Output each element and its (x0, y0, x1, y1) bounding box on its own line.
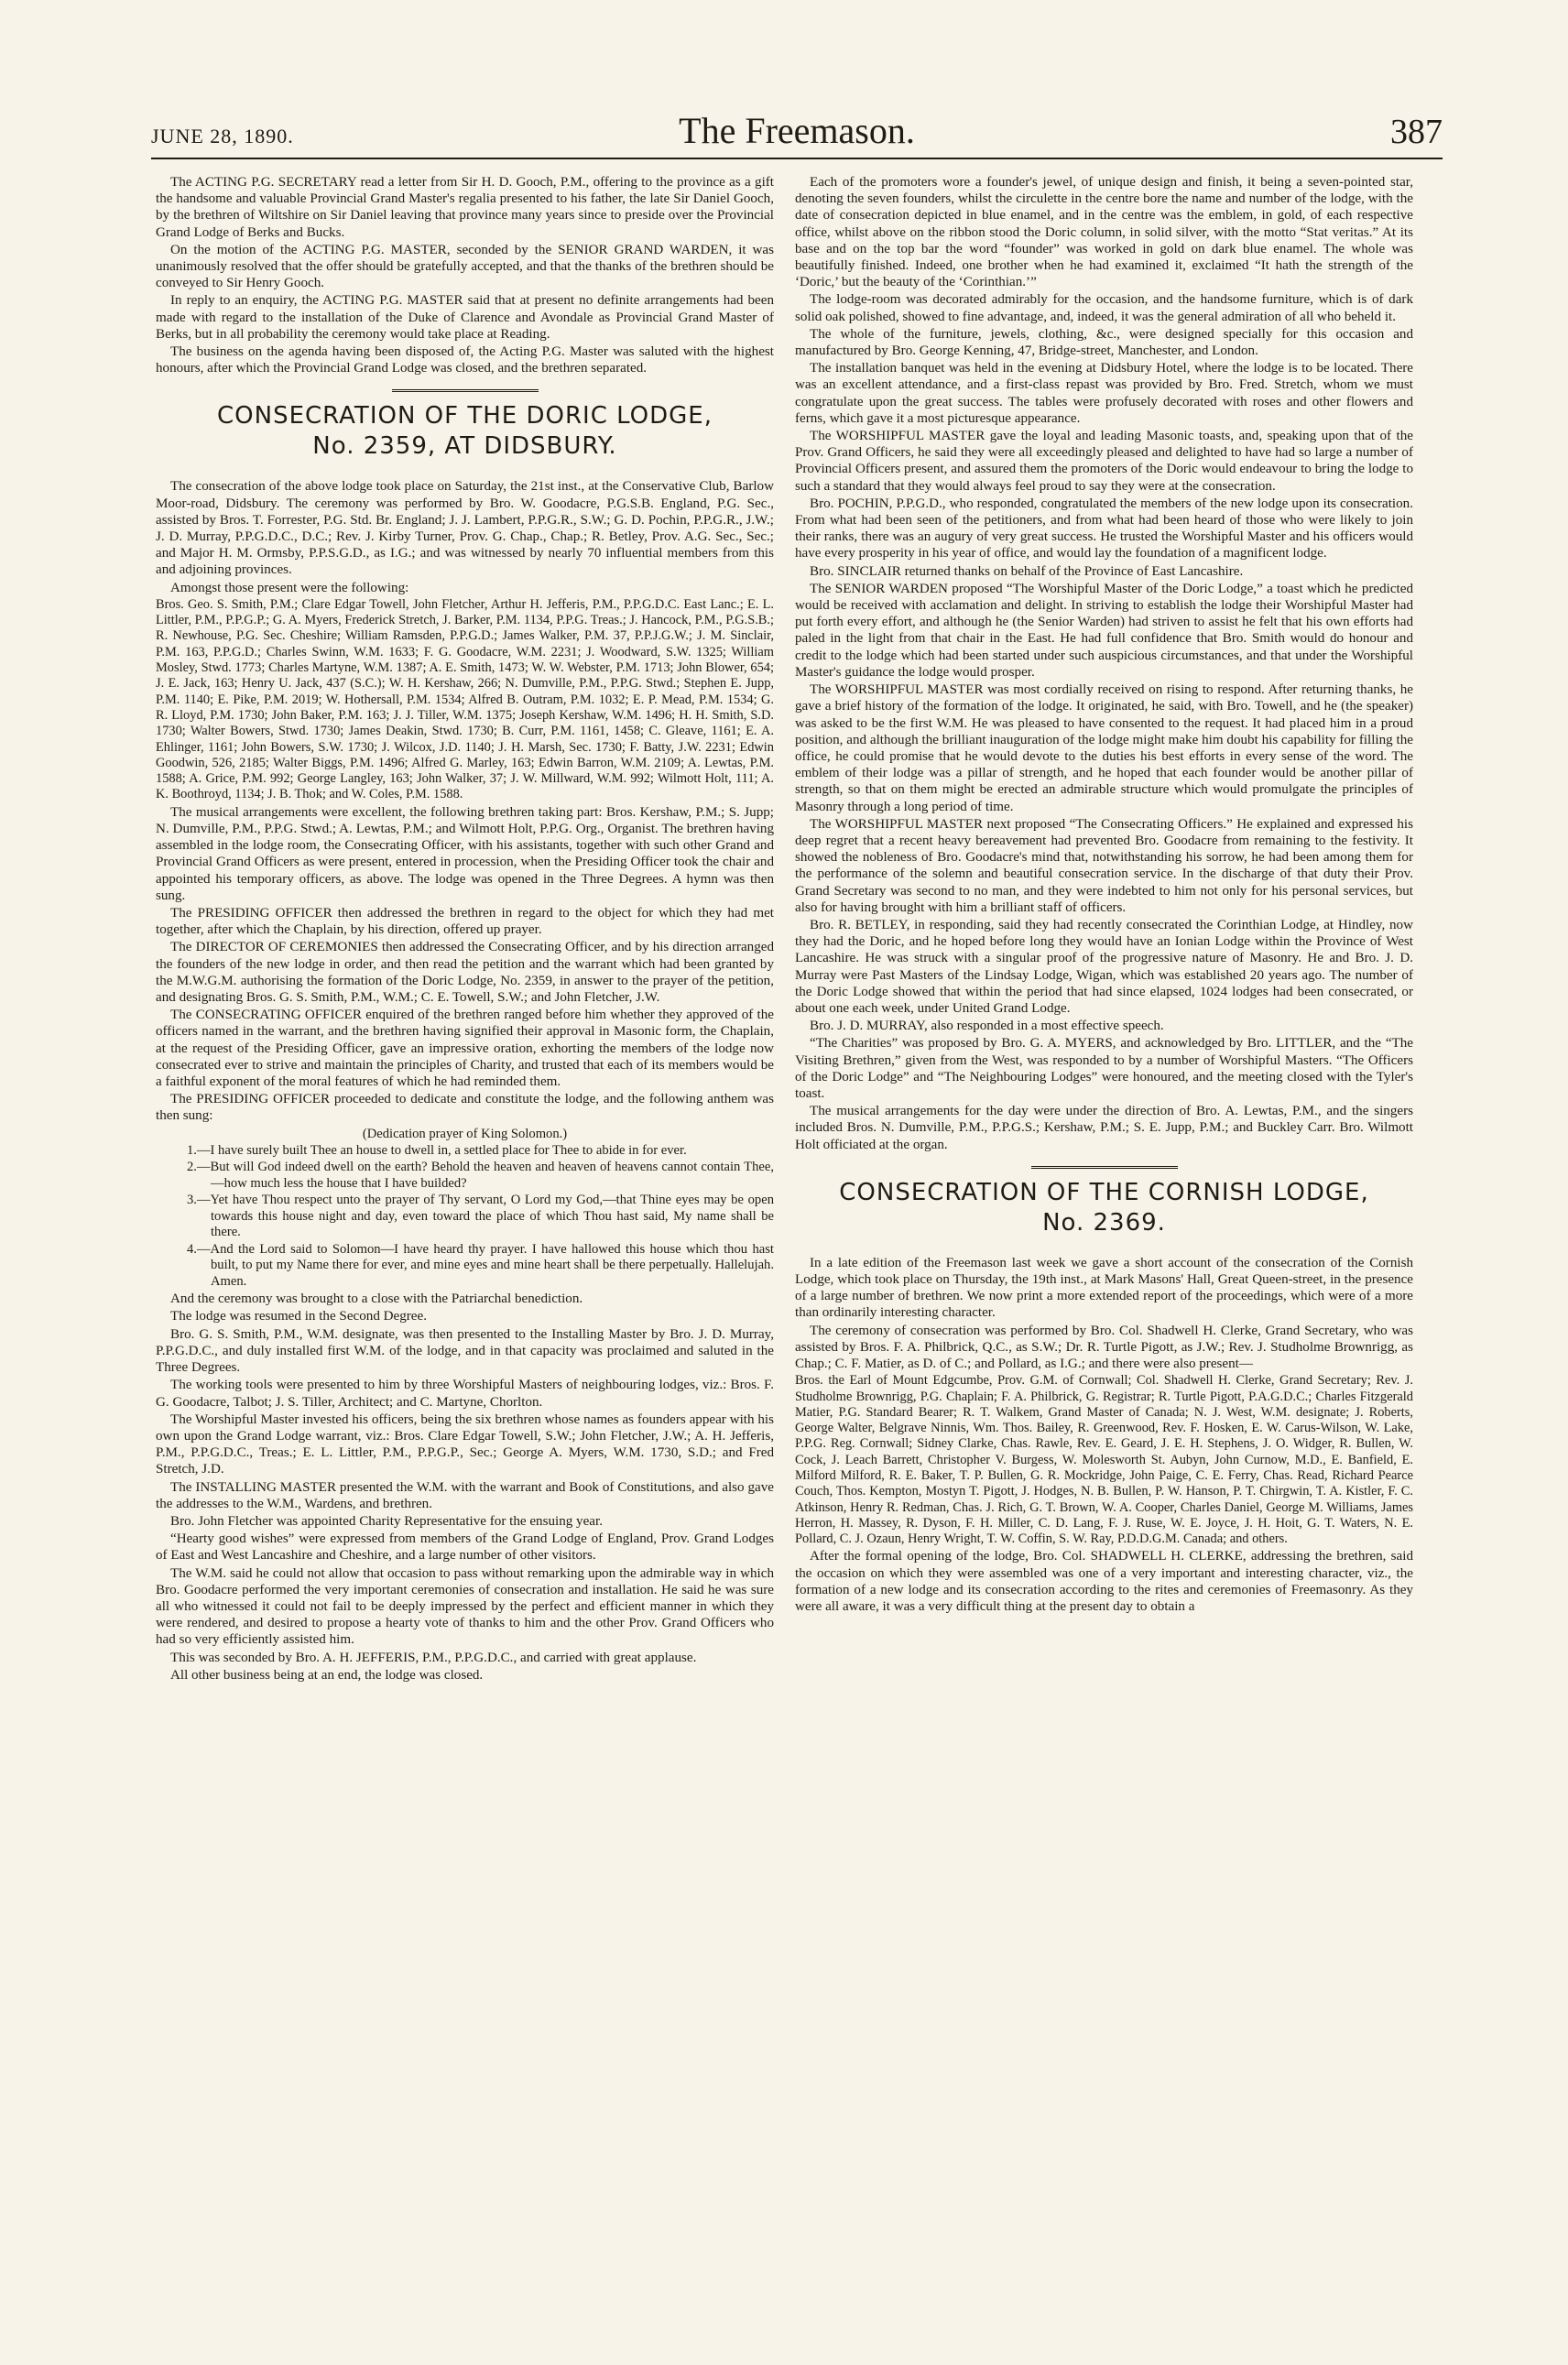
article-paragraph: The Worshipful Master invested his officers, being the six brethren whose names as founders appear with his own upon the Grand Lodge warrant, viz.: Bros. Clare Edgar Towell, S.W.; John Fletcher, J.W.; A. H. Jefferis, P.M., P.P.G.D.C., Treas.; E. L. Littler, P.M., P.P.G.P., Sec.; George A. Myers, W.M. 1730, S.D.; and Fred Stretch, J.D. (156, 1411, 774, 1477)
article-paragraph: In a late edition of the Freemason last week we gave a short account of the consecration of the Cornish Lodge, which took place on Thursday, the 19th inst., at Mark Masons' Hall, Great Queen-street, in the presence of a large number of brethren. We now print a more extended report of the proceedings, which were of a more than ordinarily interesting character. (795, 1255, 1413, 1321)
article-paragraph: Bro. SINCLAIR returned thanks on behalf of the Province of East Lancashire. (810, 563, 1244, 579)
heading-line: No. 2359, AT DIDSBURY. (312, 432, 617, 461)
attendee-list: Bros. the Earl of Mount Edgcumbe, Prov. G.M. of Cornwall; Col. Shadwell H. Clerke, Grand Secretary; Rev. J. Studholme Brownrigg, P.G. Chaplain; F. A. Philbrick, G. Registrar; R. Turtle Pigott, P.A.G.D.C.; Charles Fitzgerald Matier, P.G. Standard Bearer; R. T. Walkem, Grand Master of Canada; N. J. West, W.M. designate; J. Roberts, George Walter, Belgrave Ninnis, Wm. Thos. Bailey, R. Greenwood, Rev. F. Hosken, E. W. Carus-Wilson, W. Lake, P.P.G. Reg. Cornwall; Sidney Clarke, Chas. Rawle, Rev. E. Geard, J. E. H. Stephens, J. O. Widger, R. Bullen, W. Cock, J. Leach Barrett, Christopher V. Burgess, W. Molesworth St. Aubyn, John Curnow, M.D., E. Banfield, E. Milford Milford, R. E. Baker, T. P. Bullen, G. R. Mockridge, John Paige, C. E. Ferry, Chas. Read, Richard Pearce Couch, Thos. Kempton, Mostyn T. Pigott, J. Hodges, N. B. Bullen, P. W. Hanson, P. T. Chirgwin, T. A. Kistler, F. C. Atkinson, Henry R. Redman, Chas. J. Rich, G. T. Brown, W. A. Cooper, Charles Daniel, George M. Williams, James Herron, H. Massey, R. Dyson, F. H. Miller, C. D. Lang, F. J. Ruse, W. E. Joyce, J. H. Hoit, G. T. Waters, N. E. Pollard, C. J. Ozaun, Henry Wright, T. W. Coffin, S. W. Ray, P.D.D.G.M. Canada; and others. (795, 1373, 1413, 1547)
article-paragraph: The whole of the furniture, jewels, clothing, &c., were designed specially for this occasion and manufactured by Bro. George Kenning, 47, Bridge-street, Manchester, and London. (795, 326, 1413, 359)
heading-line: No. 2369. (1042, 1208, 1166, 1237)
heading-line: CONSECRATION OF THE CORNISH LODGE, (839, 1178, 1369, 1206)
article-paragraph: The installation banquet was held in the evening at Didsbury Hotel, where the lodge is to be located. There was an excellent attendance, and a first-class repast was provided by Bro. Fred. Stretch, whom we must congratulate upon the great success. The tables were profusely decorated with roses and other flowers and ferns, which gave it a most picturesque appearance. (795, 361, 1413, 426)
article-paragraph: Each of the promoters wore a founder's jewel, of unique design and finish, it being a seven-pointed star, denoting the seven founders, whilst the circulette in the centre bore the name and number of the lodge, with the date of consecration depicted in blue enamel, and in the centre was the emblem, in gold, of each respective office, whilst above on the ribbon stood the Doric column, in solid silver, with the motto “Stat veritas.” At its base and on the top bar the word “founder” was worked in gold on dark blue enamel. The whole was beautifully finished. Indeed, one brother when he had examined it, exclaimed “It hath the strength of the ‘Doric,’ but the beauty of the ‘Corinthian.’” (795, 175, 1413, 290)
masthead (151, 110, 1443, 159)
intro-paragraph: The business on the agenda having been disposed of, the Acting P.G. Master was saluted with the highest honours, after which the Provincial Grand Lodge was closed, and the brethren separated. (156, 344, 774, 376)
article-paragraph: Bro. POCHIN, P.P.G.D., who responded, congratulated the members of the new lodge upon its consecration. From what had been seen of the petitioners, and from what had been heard of those who were likely to join their ranks, there was an augury of very great success. He trusted the Worshipful Master and his officers would have every prosperity in his year of office, and would lay the foundation of a magnificent lodge. (795, 496, 1413, 561)
section-divider (1031, 1166, 1178, 1169)
anthem-verse: 2.—But will God indeed dwell on the earth? Behold the heaven and heaven of heavens cannot contain Thee,—how much less the house that I have builded? (187, 1160, 774, 1191)
article-paragraph: The musical arrangements were excellent, the following brethren taking part: Bros. Kershaw, P.M.; S. Jupp; N. Dumville, P.M., P.P.G. Stwd.; A. Lewtas, P.M.; and Wilmott Holt, P.P.G. Org., Organist. The brethren having assembled in the lodge room, the Consecrating Officer, with his assistants, together with such other Grand and Provincial Grand Officers as were present, entered in procession, when the Presiding Officer took the chair and appointed his temporary officers, as above. The lodge was opened in the Three Degrees. A hymn was then sung. (156, 804, 774, 903)
article-paragraph: The consecration of the above lodge took place on Saturday, the 21st inst., at the Conservative Club, Barlow Moor-road, Didsbury. The ceremony was performed by Bro. W. Goodacre, P.G.S.B. England, P.G. Sec., assisted by Bros. T. Forrester, P.G. Std. Br. England; J. J. Lambert, P.P.G.R., S.W.; G. D. Pochin, P.P.G.R., J.W.; J. D. Murray, P.P.G.D.C., D.C.; Rev. J. Kirby Turner, Prov. G. Chap., Chap.; R. Betley, Prov. A.G. Sec., Sec.; and Major H. M. Ormsby, P.P.S.G.D., as I.G.; and was witnessed by nearly 70 influential members from this and adjoining provinces. (156, 479, 774, 578)
article-paragraph: The lodge-room was decorated admirably for the occasion, and the handsome furniture, which is of dark solid oak polished, showed to fine advantage, and, indeed, it was the general admiration of all who beheld it. (795, 292, 1413, 324)
intro-paragraph: In reply to an enquiry, the ACTING P.G. MASTER said that at present no definite arrangements had been made with regard to the installation of the Duke of Clarence and Avondale as Provincial Grand Master of Berks, but in all probability the ceremony would take place at Reading. (156, 293, 774, 342)
doric-lodge-heading (156, 401, 774, 462)
article-paragraph: “The Charities” was proposed by Bro. G. A. MYERS, and acknowledged by Bro. LITTLER, and the “The Visiting Brethren,” given from the West, was responded to by a number of Worshipful Masters. “The Officers of the Doric Lodge” and “The Neighbouring Lodges” were honoured, and the meeting closed with the Tyler's toast. (795, 1036, 1413, 1101)
article-paragraph: The W.M. said he could not allow that occasion to pass without remarking upon the admirable way in which Bro. Goodacre performed the very important ceremonies of consecration and installation. He said he was sure all who witnessed it could not fail to be deeply impressed by the perfect and efficient manner in which they were rendered, and desired to propose a hearty vote of thanks to him and the other Prov. Grand Officers who had so very efficiently assisted him. (156, 1565, 774, 1648)
right-column (795, 174, 1413, 2327)
issue-date: JUNE 28, 1890. (151, 125, 294, 147)
article-paragraph: The WORSHIPFUL MASTER was most cordially received on rising to respond. After returning thanks, he gave a brief history of the formation of the lodge. It originated, he said, with Bro. Towell, and he (the speaker) was asked to be the first W.M. He was pleased to have consented to the request. It had placed him in a proud position, and although the brilliant inauguration of the lodge might make him doubt his capability for filling the office, he could promise that he would devote to the duties his best efforts in every sense of the word. The emblem of their lodge was a pillar of strength, and he hoped that each founder would be another pillar of strength, so that on them might be erected an admirable structure which would promulgate the principles of Masonry through a long period of time. (795, 682, 1413, 814)
article-paragraph: The CONSECRATING OFFICER enquired of the brethren ranged before him whether they approved of the officers named in the warrant, and the brethren having signified their approval in Masonic form, the Chaplain, at the request of the Presiding Officer, gave an impressive oration, exhorting the members of the lodge now consecrated ever to strive and maintain the principles of Charity, and trusted that each of its members would be a faithful exponent of the moral features of which he had reminded them. (156, 1008, 774, 1089)
article-paragraph: The WORSHIPFUL MASTER next proposed “The Consecrating Officers.” He explained and expressed his deep regret that a recent heavy bereavement had prevented Bro. Goodacre from remaining to the festivity. It showed the nobleness of Bro. Goodacre's mind that, notwithstanding his sorrow, he had been among them for the performance of the solemn and beautiful consecration service. In the discharge of that duty their Prov. Grand Secretary was second to no man, and they were indebted to him not only for his personal services, but also for having brought with him a brilliant staff of officers. (795, 816, 1413, 915)
intro-paragraph: On the motion of the ACTING P.G. MASTER, seconded by the SENIOR GRAND WARDEN, it was unanimously resolved that the offer should be gratefully accepted, and that the thanks of the brethren should be conveyed to Sir Henry Gooch. (156, 242, 774, 291)
heading-line: CONSECRATION OF THE DORIC LODGE, (217, 402, 713, 430)
article-paragraph: The SENIOR WARDEN proposed “The Worshipful Master of the Doric Lodge,” a toast which he predicted would be received with acclamation and delight. In striving to establish the lodge their Worshipful Master had put forth every effort, and although he (the Senior Warden) had striven to assist he felt that his own efforts had paled in the light from that chair in the East. He had full confidence that Bro. Smith would do honour and credit to the lodge which had been started under such auspicious circumstances, and that under the Worshipful Master's guidance the lodge would prosper. (795, 581, 1413, 680)
article-paragraph: Bro. John Fletcher was appointed Charity Representative for the ensuing year. (170, 1513, 603, 1529)
article-paragraph: The lodge was resumed in the Second Degree. (170, 1309, 427, 1324)
attendee-list: Bros. Geo. S. Smith, P.M.; Clare Edgar Towell, John Fletcher, Arthur H. Jefferis, P.M., P.P.G.D.C. East Lanc.; E. L. Littler, P.M., P.P.G.P.; G. A. Myers, Frederick Stretch, J. Barker, P.M. 1134, P.P.G. Treas.; J. Hancock, P.M., P.G.S.B.; R. Newhouse, P.G. Sec. Cheshire; William Ramsden, P.P.G.D.; James Walker, P.M. 37, P.P.J.G.W.; J. M. Sinclair, P.M. 163, P.P.G.D.; Charles Swinn, W.M. 1633; F. G. Goodacre, W.M. 2231; J. Woodward, S.W. 1325; William Mosley, Stwd. 1773; Charles Martyne, W.M. 1387; A. E. Smith, 1473; W. W. Webster, P.M. 1713; John Blower, 654; J. E. Jack, 163; Henry U. Jack, 437 (S.C.); W. H. Kershaw, 266; N. Dumville, P.M., P.P.G. Stwd.; Stephen E. Jupp, P.M. 1140; E. Pike, P.M. 2019; W. Hothersall, P.M. 1534; Alfred B. Outram, P.M. 1032; E. P. Mead, P.M. 1534; G. R. Lloyd, P.M. 1730; John Baker, P.M. 163; J. J. Tiller, W.M. 1375; Joseph Kershaw, W.M. 1496; H. H. Smith, S.D. 1730; Walter Bowers, Stwd. 1730; James Deakin, Stwd. 1730; B. Curr, P.M. 1161, 1458; C. Gleave, 1161; E. A. Ehlinger, 1161; John Bowers, S.W. 1730; J. Wilcox, J.D. 1140; J. H. Marsh, Sec. 1730; F. Batty, J.W. 2231; Edwin Goodwin, 526, 2185; Walter Biggs, P.M. 1496; Alfred G. Marley, 163; Edwin Barron, W.M. 2109; A. Lewtas, P.M. 1588; A. Grice, P.M. 992; George Langley, 163; John Walker, 37; J. W. Millward, W.M. 992; Wilmott Holt, 111; A. K. Boothroyd, 1134; J. B. Thok; and W. Coles, P.M. 1588. (156, 596, 774, 802)
article-paragraph: Bro. G. S. Smith, P.M., W.M. designate, was then presented to the Installing Master by Bro. J. D. Murray, P.P.G.D.C., and duly installed first W.M. of the lodge, and in that capacity was proclaimed and saluted in the Three Degrees. (156, 1326, 774, 1376)
article-paragraph: The DIRECTOR OF CEREMONIES then addressed the Consecrating Officer, and by his direction arranged the founders of the new lodge in order, and then read the petition and the warrant which had been granted by the M.W.G.M. authorising the formation of the Doric Lodge, No. 2359, in answer to the prayer of the petition, and designating Bros. G. S. Smith, P.M., W.M.; C. E. Towell, S.W.; and John Fletcher, J.W. (156, 940, 774, 1005)
anthem-verse: 3.—Yet have Thou respect unto the prayer of Thy servant, O Lord my God,—that Thine eyes may be open towards this house night and day, even toward the place of which Thou hast said, My name shall be there. (187, 1193, 774, 1240)
article-paragraph: The WORSHIPFUL MASTER gave the loyal and leading Masonic toasts, and, speaking upon that of the Prov. Grand Officers, he said they were all exceedingly pleased and delighted to have had so large a number of Provincial Officers present, and assured them the promoters of the Doric would endeavour to bring the lodge to such a standard that they would always feel proud to say they were at the consecration. (795, 429, 1413, 494)
left-column (156, 174, 774, 2327)
article-paragraph: “Hearty good wishes” were expressed from members of the Grand Lodge of England, Prov. Grand Lodges of East and West Lancashire and Cheshire, and a large number of other visitors. (156, 1531, 774, 1564)
article-paragraph: The ceremony of consecration was performed by Bro. Col. Shadwell H. Clerke, Grand Secretary, who was assisted by Bros. F. A. Philbrick, Q.C., as S.W.; Dr. R. Turtle Pigott, as J.W.; Rev. J. Studholme Brownrigg, as Chap.; C. F. Matier, as D. of C.; and Pollard, as I.G.; and there were also present— (795, 1323, 1413, 1371)
article-paragraph: The PRESIDING OFFICER proceeded to dedicate and constitute the lodge, and the following anthem was then sung: (156, 1092, 774, 1124)
anthem-verse: 1.—I have surely built Thee an house to dwell in, a settled place for Thee to abide in for ever. (187, 1142, 687, 1158)
cornish-lodge-heading (795, 1178, 1413, 1238)
article-paragraph: And the ceremony was brought to a close with the Patriarchal benediction. (170, 1291, 583, 1307)
article-paragraph: The musical arrangements for the day were under the direction of Bro. A. Lewtas, P.M., and the singers included Bros. N. Dumville, P.M., P.P.G.S.; Kershaw, P.M.; S. E. Jupp, P.M.; and Buckley Carr. Bro. Wilmott Holt officiated at the organ. (795, 1104, 1413, 1152)
article-paragraph: The INSTALLING MASTER presented the W.M. with the warrant and Book of Constitutions, and also gave the addresses to the W.M., Wardens, and brethren. (156, 1479, 774, 1511)
anthem-title: (Dedication prayer of King Solomon.) (362, 1126, 568, 1141)
anthem-verse: 4.—And the Lord said to Solomon—I have heard thy prayer. I have hallowed this house which thou hast built, to put my Name there for ever, and mine eyes and mine heart shall be there perpetually. Hallelujah. Amen. (187, 1241, 774, 1289)
section-divider (392, 389, 539, 392)
article-paragraph: The PRESIDING OFFICER then addressed the brethren in regard to the object for which they had met together, after which the Chaplain, by his direction, offered up prayer. (156, 905, 774, 938)
article-paragraph: All other business being at an end, the lodge was closed. (170, 1667, 484, 1683)
article-paragraph: The working tools were presented to him by three Worshipful Masters of neighbouring lodges, viz.: Bros. F. G. Goodacre, Talbot; J. S. Tiller, Architect; and C. Martyne, Chorlton. (156, 1378, 774, 1410)
article-paragraph: This was seconded by Bro. A. H. JEFFERIS, P.M., P.P.G.D.C., and carried with great applause. (170, 1650, 697, 1665)
intro-paragraph: The ACTING P.G. SECRETARY read a letter from Sir H. D. Gooch, P.M., offering to the province as a gift the handsome and valuable Provincial Grand Master's regalia presented to his father, the late Sir Daniel Gooch, by the brethren of Wiltshire on Sir Daniel leaving that province many years since to preside over the Provincial Grand Lodge of Berks and Bucks. (156, 175, 774, 240)
publication-title: The Freemason. (679, 110, 915, 151)
article-paragraph: Bro. J. D. MURRAY, also responded in a most effective speech. (810, 1019, 1164, 1034)
article-paragraph: Amongst those present were the following: (170, 580, 409, 595)
article-paragraph: Bro. R. BETLEY, in responding, said they had recently consecrated the Corinthian Lodge, at Hindley, now they had the Doric, and he hoped before long they would have an Ionian Lodge within the Province of West Lancashire. He was struck with a singular proof of the progressive nature of Masonry. He and Bro. J. D. Murray were Past Masters of the Lindsay Lodge, Wigan, which was established 20 years ago. The number of the Doric Lodge showed that within the period that had since elapsed, 1024 lodges had been consecrated, or about one each week, under United Grand Lodge. (795, 917, 1413, 1016)
page-number: 387 (1390, 113, 1443, 151)
article-paragraph: After the formal opening of the lodge, Bro. Col. SHADWELL H. CLERKE, addressing the brethren, said the occasion on which they were assembled was one of a very important and interesting character, viz., the formation of a new lodge and its consecration according to the rites and ceremonies of Freemasonry. As they were all aware, it was a very difficult thing at the present day to obtain a (795, 1549, 1413, 1615)
